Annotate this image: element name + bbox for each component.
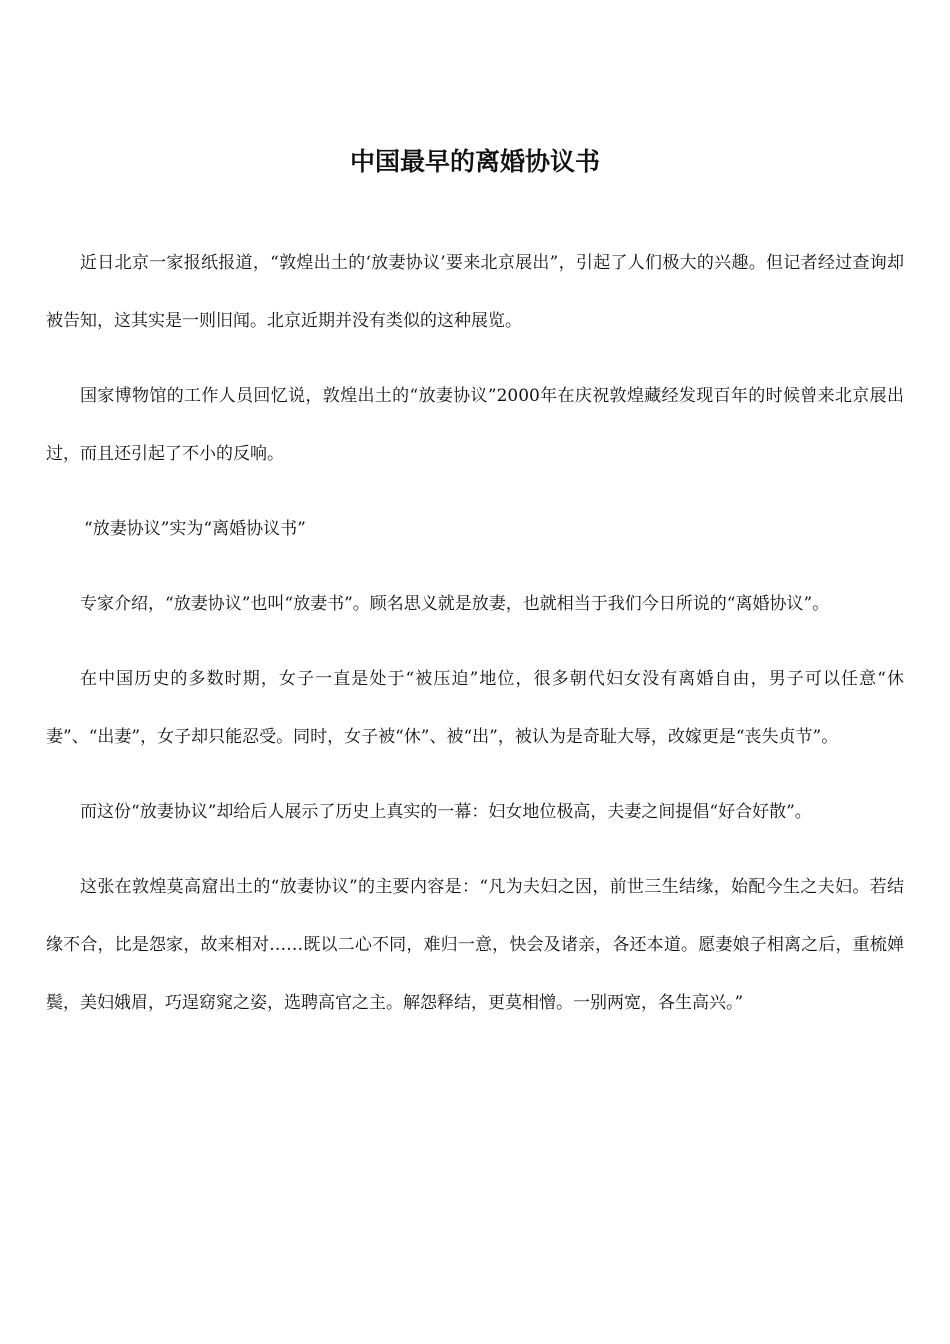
paragraph-2: 国家博物馆的工作人员回忆说，敦煌出土的“放妻协议”2000年在庆祝敦煌藏经发现百年的时候曾来北京展出过，而且还引起了不小的反响。	[46, 386, 904, 464]
paragraph-5: 而这份“放妻协议”却给后人展示了历史上真实的一幕：妇女地位极高，夫妻之间提倡“好合好散”。	[80, 802, 812, 822]
document-body	[46, 234, 904, 1032]
paragraph-3: 专家介绍，“放妻协议”也叫“放妻书”。顾名思义就是放妻，也就相当于我们今日所说的“离婚协议”。	[80, 594, 830, 614]
paragraph-1: 近日北京一家报纸报道，“敦煌出土的‘放妻协议’要来北京展出”，引起了人们极大的兴趣。但记者经过查询却被告知，这其实是一则旧闻。北京近期并没有类似的这种展览。	[46, 253, 904, 331]
paragraph-6: 这张在敦煌莫高窟出土的“放妻协议”的主要内容是：“凡为夫妇之因，前世三生结缘，始配今生之夫妇。若结缘不合，比是怨家，故来相对……既以二心不同，难归一意，快会及诸亲，各还本道。愿妻娘子相离之后，重梳婵鬓，美妇娥眉，巧逞窈窕之姿，选聘高官之主。解怨释结，更莫相憎。一别两宽，各生高兴。”	[46, 877, 904, 1013]
section-subheading: “放妻协议”实为“离婚协议书”	[84, 519, 306, 539]
paragraph-4: 在中国历史的多数时期，女子一直是处于“被压迫”地位，很多朝代妇女没有离婚自由，男子可以任意“休妻”、“出妻”，女子却只能忍受。同时，女子被“休”、被“出”，被认为是奇耻大辱，改嫁更是“丧失贞节”。	[46, 669, 904, 747]
document-title: 中国最早的离婚协议书	[349, 147, 600, 176]
